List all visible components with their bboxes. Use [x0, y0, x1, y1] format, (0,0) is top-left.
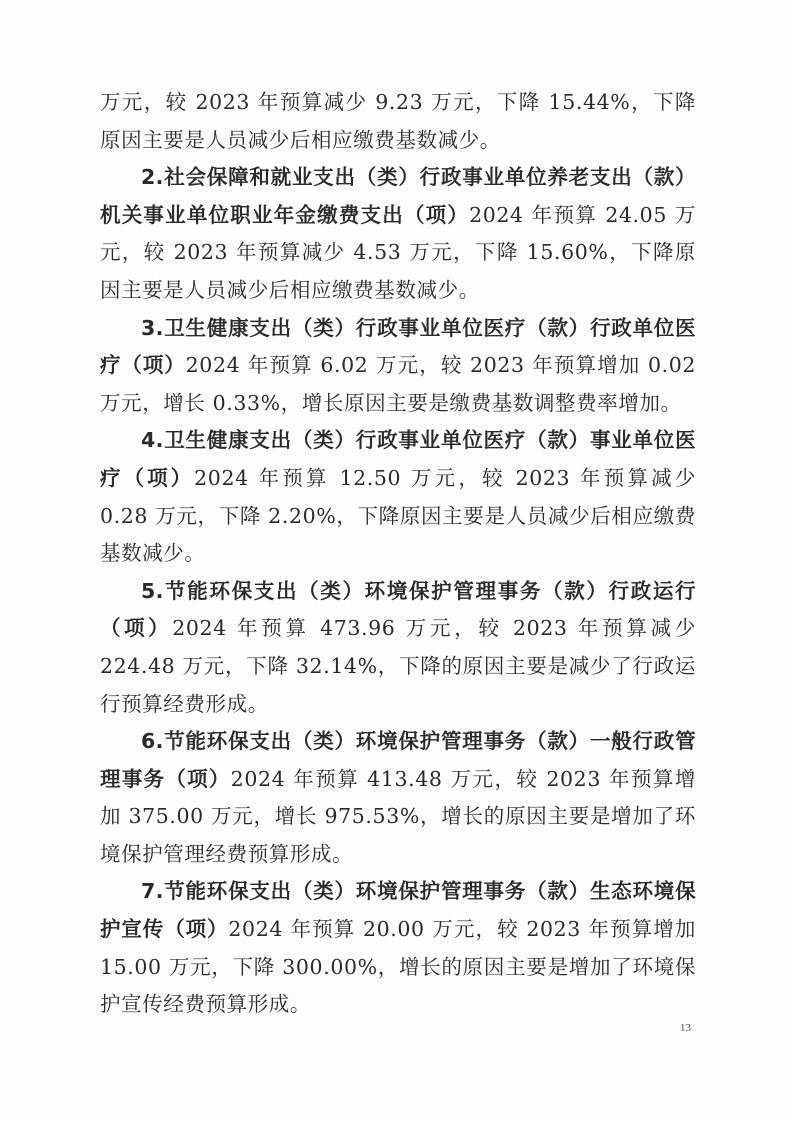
paragraph-heading: 5.节能环保支出（类）环境保护管理事务（款）行政运行（项）: [100, 578, 696, 641]
paragraph-4: [100, 422, 696, 572]
paragraph-body: 2024 年预算 24.05 万元，较 2023 年预算减少 4.53 万元，下降 15.60%，下降原因主要是人员减少后相应缴费基数减少。: [100, 202, 696, 302]
paragraph-heading: 7.节能环保支出（类）环境保护管理事务（款）生态环境保护宣传（项）: [100, 879, 696, 942]
paragraph-6: [100, 723, 696, 873]
paragraph-2: [100, 159, 696, 309]
paragraph-heading: 2.社会保障和就业支出（类）行政事业单位养老支出（款）机关事业单位职业年金缴费支出（项）: [100, 165, 696, 227]
paragraph-heading: 3.卫生健康支出（类）行政事业单位医疗（款）行政单位医疗（项）: [100, 315, 696, 378]
paragraph-body: 2024 年预算 413.48 万元，较 2023 年预算增加 375.00 万元，增长 975.53%，增长的原因主要是增加了环境保护管理经费预算形成。: [100, 766, 696, 866]
paragraph-3: [100, 310, 696, 423]
paragraph-body: 2024 年预算 20.00 万元，较 2023 年预算增加 15.00 万元，下降 300.00%，增长的原因主要是增加了环境保护宣传经费预算形成。: [100, 917, 696, 1017]
paragraph-heading: 6.节能环保支出（类）环境保护管理事务（款）一般行政管理事务（项）: [100, 729, 696, 791]
paragraph-body: 2024 年预算 12.50 万元，较 2023 年预算减少 0.28 万元，下降 2.20%，下降原因主要是人员减少后相应缴费基数减少。: [100, 465, 696, 566]
paragraph-7: [100, 873, 696, 1023]
paragraph-body: 2024 年预算 6.02 万元，较 2023 年预算增加 0.02 万元，增长 0.33%，增长原因主要是缴费基数调整费率增加。: [100, 353, 696, 415]
paragraph-body: 2024 年预算 473.96 万元，较 2023 年预算减少 224.48 万元，下降 32.14%，下降的原因主要是减少了行政运行预算经费形成。: [100, 616, 696, 716]
paragraph-body: 万元，较 2023 年预算减少 9.23 万元，下降 15.44%，下降原因主要是人员减少后相应缴费基数减少。: [100, 90, 696, 152]
body-text: [100, 84, 696, 1024]
paragraph-heading: 4.卫生健康支出（类）行政事业单位医疗（款）事业单位医疗（项）: [100, 428, 696, 490]
page-number: 13: [680, 1022, 691, 1034]
paragraph-1: [100, 84, 696, 159]
paragraph-5: [100, 573, 696, 723]
